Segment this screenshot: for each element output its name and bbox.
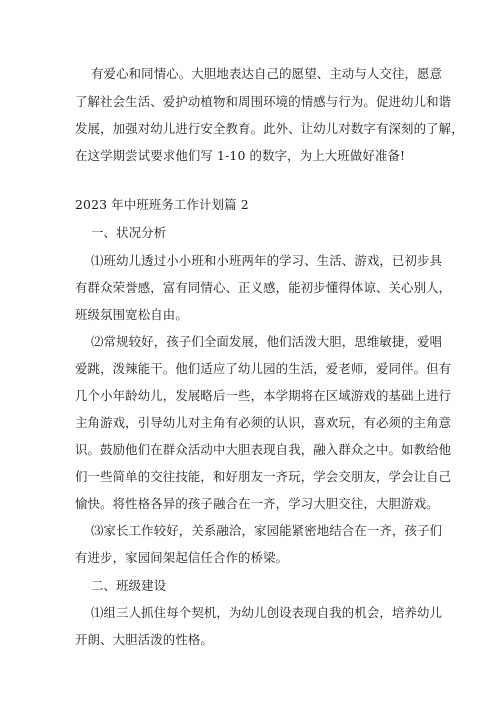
paragraph-line: 有进步，家园间架起信任合作的桥梁。	[75, 550, 289, 565]
section-heading: 一、状况分析	[91, 225, 167, 240]
paragraph-line: 有爱心和同情心。大胆地表达自己的愿望、主动与人交往，愿意	[91, 66, 443, 81]
paragraph-line: 爱跳，泼辣能干。他们适应了幼儿园的生活，爱老师，爱同伴。但有	[75, 361, 452, 376]
paragraph-line: 们一些简单的交往技能，和好朋友一齐玩，学会交朋友，学会让自己	[75, 469, 452, 484]
paragraph-line: 在这学期尝试要求他们写 1-10 的数字，为上大班做好准备!	[75, 148, 406, 163]
section-heading: 二、班级建设	[91, 578, 167, 593]
paragraph-line: 了解社会生活、爱护动植物和周围环境的情感与行为。促进幼儿和谐	[75, 94, 452, 109]
paragraph-line: 有群众荣誉感，富有同情心、正义感，能初步懂得体谅、关心别人，	[75, 280, 452, 295]
paragraph-line: ⑴班幼儿透过小小班和小班两年的学习、生活、游戏，已初步具	[91, 253, 443, 268]
section-title: 2023 年中班班务工作计划篇 2	[75, 197, 249, 212]
paragraph-line: 主角游戏，引导幼儿对主角有必须的认识，喜欢玩，有必须的主角意	[75, 415, 452, 430]
paragraph-line: ⑵常规较好，孩子们全面发展，他们活泼大胆，思维敏捷，爱唱	[91, 334, 443, 349]
paragraph-line: 开朗、大胆活泼的性格。	[75, 632, 213, 647]
paragraph-line: ⑴组三人抓住每个契机，为幼儿创设表现自我的机会，培养幼儿	[91, 605, 443, 620]
paragraph-line: 识。鼓励他们在群众活动中大胆表现自我，融入群众之中。如教给他	[75, 442, 452, 457]
paragraph-line: 班级氛围宽松自由。	[75, 307, 188, 322]
paragraph-line: 几个小年龄幼儿，发展略后一些，本学期将在区域游戏的基础上进行	[75, 388, 452, 403]
paragraph-line: 发展，加强对幼儿进行安全教育。此外、让幼儿对数字有深刻的了解，	[75, 121, 464, 136]
paragraph-line: 愉快。将性格各异的孩子融合在一齐，学习大胆交往，大胆游戏。	[75, 496, 439, 511]
paragraph-line: ⑶家长工作较好，关系融洽，家园能紧密地结合在一齐，孩子们	[91, 523, 443, 538]
